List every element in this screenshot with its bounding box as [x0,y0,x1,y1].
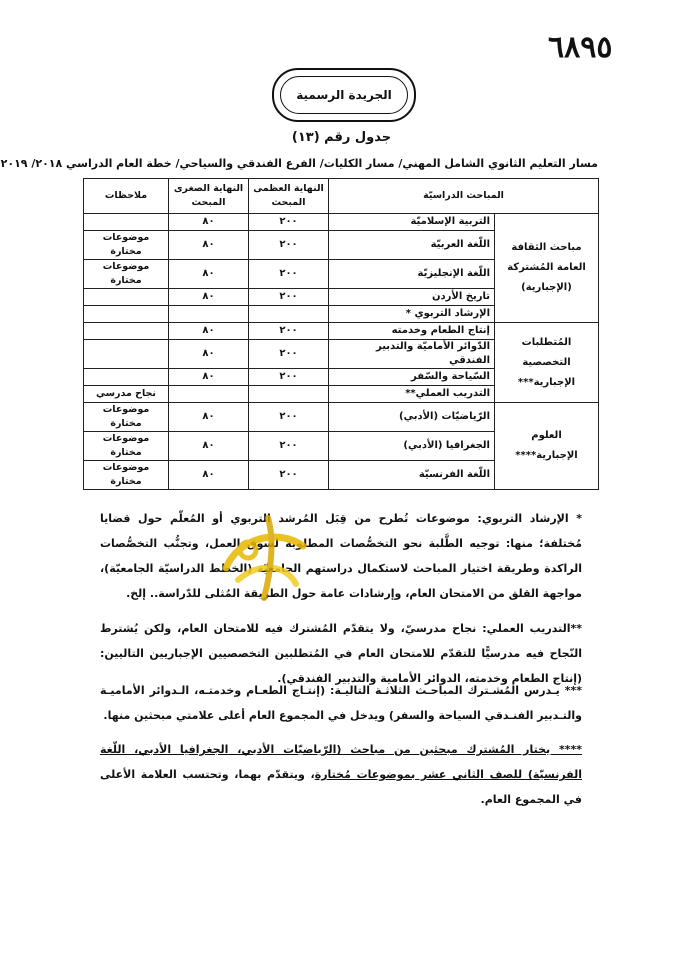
min-cell: ٨٠ [169,323,249,340]
table-header-row [84,179,599,214]
group-label: المُتطلبات التخصصية الإجبارية*** [495,323,599,403]
max-cell [249,306,329,323]
min-cell: ٨٠ [169,369,249,386]
min-cell [169,386,249,403]
footnote-sciences [100,737,582,812]
min-cell: ٨٠ [169,231,249,260]
note-cell [84,323,169,340]
table-caption: جدول رقم (١٣) [291,130,392,145]
note-cell: موضوعات مختارة [84,432,169,461]
table-row [84,214,599,231]
table-subtitle: مسار التعليم الثانوي الشامل المهني/ مسار الكليات/ الفرع الفندقي والسياحي/ خطة العام الدراسي ٢٠١٨/ ٢٠١٩ [0,157,598,170]
footnote-sciences-main: **** يختار المُشترك مبحثين من مباحث (الرّياضيّات الأدبي، الجغرافيا الأدبي، اللّغة الفرنسيّة) للصف الثاني عشر بموضوعات مُختارة [100,743,582,781]
subject-cell: التربية الإسلاميّة [329,214,495,231]
subject-cell: اللّغة العربيّة [329,231,495,260]
footnote-guidance: * الإرشاد التربوي: موضوعات تُطرح من قِبَل المُرشد التربوي أو المُعلّم حول قضايا مُختلفة؛ منها: توجيه الطَّلبة نحو التخصُّصات المطلوبة لسوق العمل، وتجنُّب التخصُّصات الراكدة وطريقة اختيار المباحث لاستكمال دراستهم الجامعيّة (الخطط الدراسيّة الجامعيّة)، مواجهة القلق من الامتحان العام، وإرشادات عامة حول الطريقة المُثلى للدّراسة.. إلخ. [100,512,582,600]
subject-cell: الرّياضيّات (الأدبي) [329,403,495,432]
max-cell: ٢٠٠ [249,289,329,306]
max-cell: ٢٠٠ [249,369,329,386]
footnote-practical-training: **التدريب العملي: نجاح مدرسيّ، ولا يتقدّم المُشترك فيه للامتحان العام، ولكن يُشترط النّجاح فيه مدرسيًّا للتقدّم للامتحان العام في المُتطلبين التخصصيين الإجباريين التاليين: (إنتاج الطعام وخدمته، الدوائر الأمامية والتدبير الفندقي). [100,622,582,685]
min-cell: ٨٠ [169,214,249,231]
watermark-logo-mark [208,498,318,608]
max-cell: ٢٠٠ [249,461,329,490]
subject-cell: اللّغة الإنجليزيّة [329,260,495,289]
subjects-table [83,178,599,490]
subject-cell: الجغرافيا (الأدبي) [329,432,495,461]
note-cell: موضوعات مختارة [84,260,169,289]
note-cell: موضوعات مختارة [84,461,169,490]
max-cell: ٢٠٠ [249,231,329,260]
max-cell: ٢٠٠ [249,340,329,369]
min-cell: ٨٠ [169,432,249,461]
note-cell: نجاح مدرسي [84,386,169,403]
min-cell: ٨٠ [169,340,249,369]
note-cell: موضوعات مختارة [84,403,169,432]
min-cell: ٨٠ [169,289,249,306]
max-cell: ٢٠٠ [249,403,329,432]
header-min: النهاية الصغرى المبحث [169,179,249,214]
header-notes: ملاحظات [84,179,169,214]
page-number: ٦٨٩٥ [548,30,613,65]
min-cell: ٨٠ [169,461,249,490]
max-cell: ٢٠٠ [249,260,329,289]
footnote-specialized: *** يـدرس المُشـترك المباحـث الثلاثـة التاليـة: (إنتـاج الطعـام وخدمتـه، الـدوائر الأماميـة والتـدبير الفنـدقي السياحة والسفر) ويدخل في المجموع العام أعلى علامتي مبحثين منها. [100,684,582,722]
note-cell [84,369,169,386]
note-cell [84,306,169,323]
max-cell: ٢٠٠ [249,214,329,231]
subject-cell: التدريب العملي** [329,386,495,403]
header-max: النهاية العظمى المبحث [249,179,329,214]
note-cell [84,340,169,369]
gazette-masthead [272,68,416,122]
table-row [84,323,599,340]
min-cell: ٨٠ [169,260,249,289]
note-cell [84,214,169,231]
footnote-sciences-rest: ، ويتقدّم بهما، وتحتسب العلامة الأعلى في المجموع العام. [100,768,582,806]
masthead-title: الجريدة الرسمية [280,76,408,114]
subject-cell: تاريخ الأردن [329,289,495,306]
table-row [84,403,599,432]
max-cell: ٢٠٠ [249,432,329,461]
subject-cell: الإرشاد التربوي * [329,306,495,323]
note-cell: موضوعات مختارة [84,231,169,260]
min-cell: ٨٠ [169,403,249,432]
header-subjects: المباحث الدراسيّة [329,179,599,214]
max-cell [249,386,329,403]
max-cell: ٢٠٠ [249,323,329,340]
subject-cell: الدّوائر الأماميّة والتدبير الفندقي [329,340,495,369]
note-cell [84,289,169,306]
min-cell [169,306,249,323]
group-label: مباحث الثقافة العامة المُشتركة (الإجبارية) [495,214,599,323]
subject-cell: السّياحة والسّفر [329,369,495,386]
subject-cell: اللّغة الفرنسيّة [329,461,495,490]
group-label: العلوم الإجبارية**** [495,403,599,490]
subject-cell: إنتاج الطعام وخدمته [329,323,495,340]
